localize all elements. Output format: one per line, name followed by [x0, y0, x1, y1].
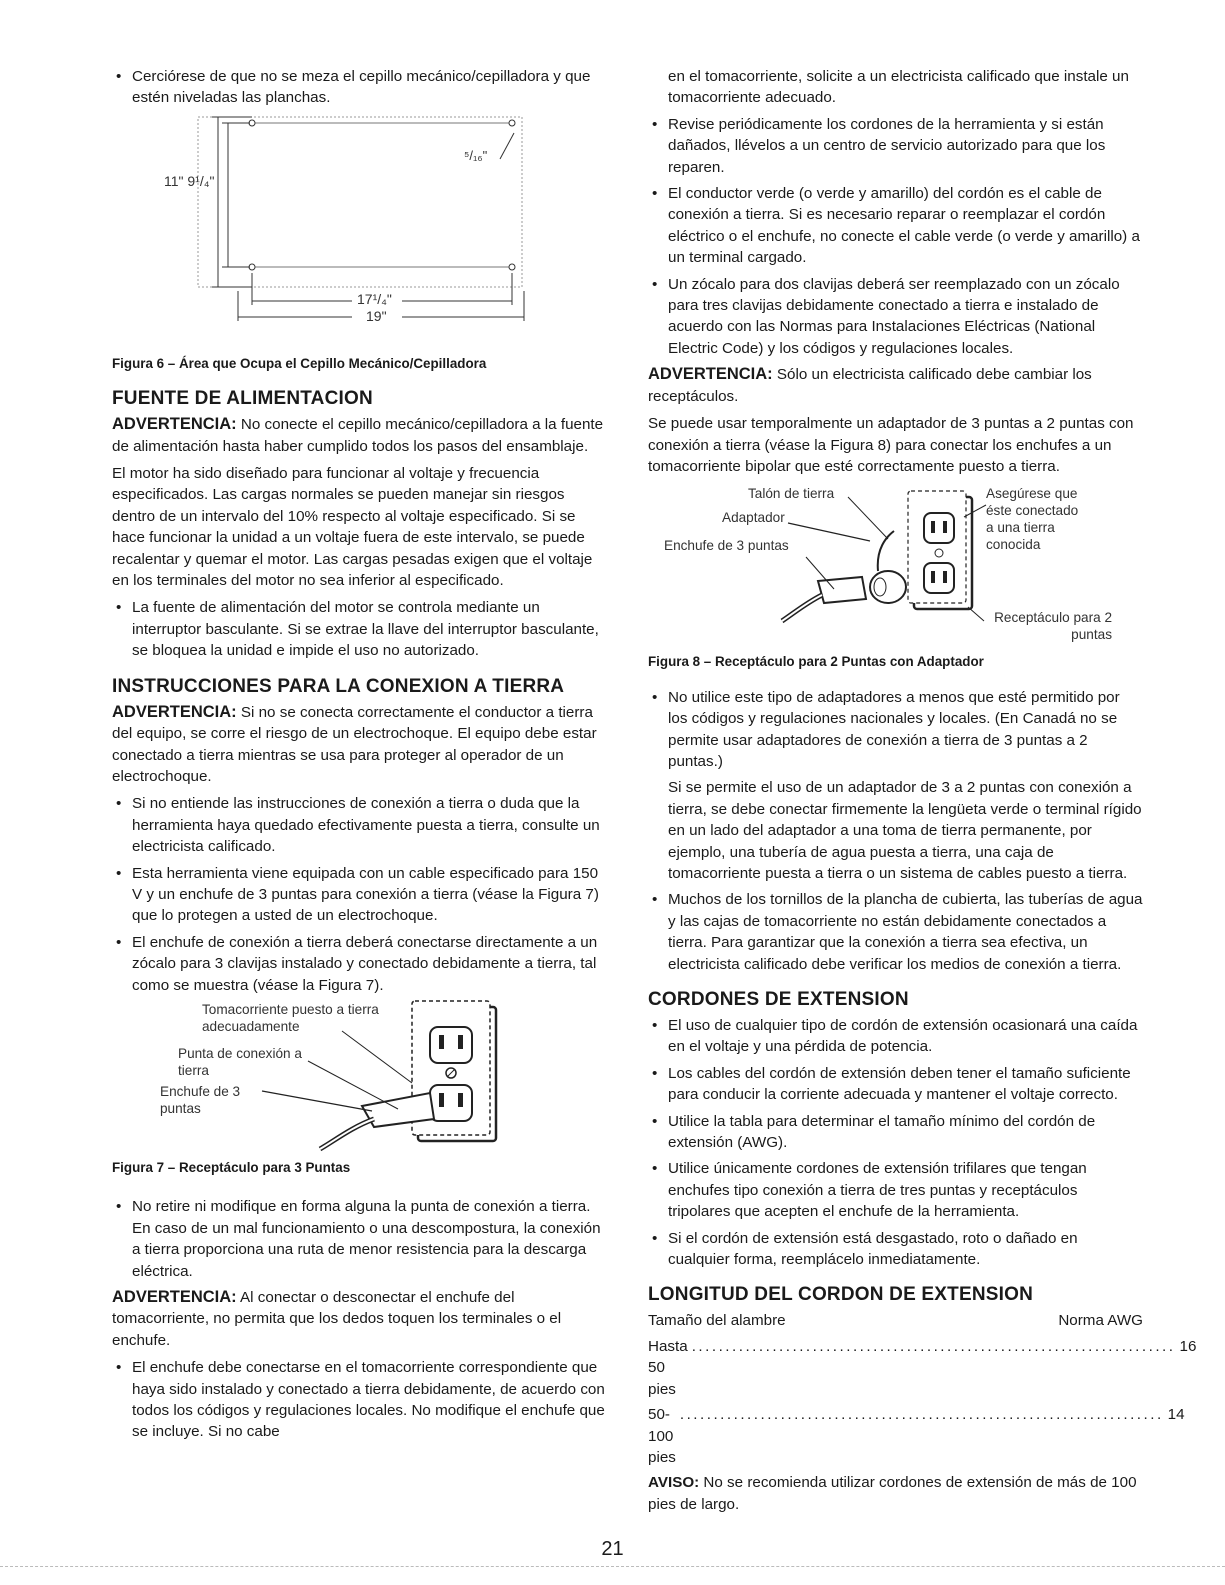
adapter-bullet: • No utilice este tipo de adaptadores a menos que esté permitido por los códigos y regulaciones nacionales y locales. (En Canadá no se permite usar adaptadores de conexión a tierra de 3 puntas a 2 puntas.) [648, 687, 1143, 773]
grounding-bullet: • El enchufe de conexión a tierra deberá conectarse directamente a un zócalo para 3 clavijas instalado y conectado debidamente a tierra, tal como se muestra (véase la Figura 7). [112, 932, 607, 996]
row-value: 16 [1179, 1337, 1197, 1355]
dim-small-label: ⁵/₁₆" [464, 147, 488, 163]
plug-bullet: • El enchufe debe conectarse en el tomacorriente correspondiente que haya sido instalado y conectado a tierra debidamente, de acuerdo con todos los códigos y regulaciones locales. No modifique el enchufe que se incluye. Si no cabe [112, 1357, 607, 1443]
warning-power [112, 414, 607, 457]
left-column [112, 66, 607, 1448]
warning-label: ADVERTENCIA: [112, 1288, 237, 1306]
notice-label: AVISO: [648, 1474, 700, 1492]
warning-label: ADVERTENCIA: [112, 415, 237, 434]
leader-dots: ........................................................................ [691, 1337, 1176, 1355]
notice-text: No se recomienda utilizar cordones de extensión de más de 100 pies de largo. [648, 1474, 1137, 1513]
dim-inner-width-label: 17¹/₄" [357, 290, 392, 307]
table-row [648, 1404, 1185, 1468]
extension-bullet: • Utilice únicamente cordones de extensión trifilares que tengan enchufes tipo conexión a tierra de tres puntas y receptáculos tripolares que acepten el enchufe de la herramienta. [648, 1158, 1143, 1222]
leader-dots: ........................................................................ [679, 1406, 1164, 1424]
extension-bullet: • Si el cordón de extensión está desgastado, roto o dañado en cualquier forma, reemplácelo inmediatamente. [648, 1228, 1143, 1271]
heading-power-source: FUENTE DE ALIMENTACION [112, 388, 373, 410]
col-wire-size: Tamaño del alambre [648, 1312, 786, 1330]
screws-bullet: • Muchos de los tornillos de la plancha de cubierta, las tuberías de agua y las cajas de tomacorriente no están debidamente conectados a tierra. Para garantizar que la conexión a tierra sea efectiva, un electricista calificado debe verificar los medios de conexión a tierra. [648, 889, 1143, 975]
heading-extension-cords: CORDONES DE EXTENSION [648, 989, 909, 1010]
warning-label: ADVERTENCIA: [112, 702, 237, 721]
ground-pin-bullet: • No retire ni modifique en forma alguna la punta de conexión a tierra. En caso de un mal funcionamiento o una descompostura, la conexión a tierra proporciona una ruta de menor resistencia para la descarga eléctrica. [112, 1196, 607, 1282]
figure-6-caption: Figura 6 – Área que Ocupa el Cepillo Mecánico/Cepilladora [112, 355, 487, 371]
dim-outer-width-label: 19" [366, 307, 387, 324]
row-label: Hasta 50 pies [648, 1337, 688, 1398]
switch-bullet: • La fuente de alimentación del motor se controla mediante un interruptor basculante. Si se extrae la llave del interruptor basculante, se bloquea la unidad e impide el uso no autorizado. [112, 597, 607, 661]
motor-paragraph: El motor ha sido diseñado para funcionar al voltaje y frecuencia especificados. Las cargas normales se pueden manejar sin riesgos dentro de un intervalo del 10% respecto al voltaje especificado. Si se hace funcionar la unidad a un voltaje fuera de este intervalo, se puede recalentar y quemar el motor. Las cargas pesadas exigen que el voltaje en los terminales del motor no sea inferior al especificado. [112, 465, 593, 590]
warning-touch [112, 1287, 607, 1351]
row-value: 14 [1167, 1406, 1185, 1424]
adapter-bullet-continued: Si se permite el uso de un adaptador de 3 a 2 puntas con conexión a tierra, se debe conectar firmemente la lengüeta verde o terminal rígido en un lado del adaptador a una toma de tierra permanente, por ejemplo, una tubería de agua puesta a tierra, una caja de tomacorriente puesta a tierra o un sistema de cables puesto a tierra. [668, 779, 1142, 882]
warning-text: Al conectar o desconectar el enchufe del tomacorriente, no permita que los dedos toquen los terminales o el enchufe. [112, 1289, 562, 1349]
fig7-outlet-label: Tomacorriente puesto a tierra adecuadamente [202, 1001, 379, 1034]
page-number: 21 [601, 1538, 624, 1560]
col-awg: Norma AWG [1058, 1312, 1143, 1330]
warning-text: No conecte el cepillo mecánico/cepilladora a la fuente de alimentación hasta haber cumplido todos los pasos del ensamblaje. [112, 416, 604, 455]
warning-receptacles [648, 364, 1143, 407]
cord-bullet: • Un zócalo para dos clavijas deberá ser reemplazado con un zócalo para tres clavijas debidamente conectado a tierra e instalado de acuerdo con las Normas para Instalaciones Eléctricas (National Electric Code) y los códigos y regulaciones locales. [648, 274, 1143, 360]
figure-8 [648, 483, 1143, 645]
table-header [648, 1310, 1143, 1331]
continued-text: en el tomacorriente, solicite a un electricista calificado que instale un tomacorriente adecuado. [668, 68, 1129, 107]
bottom-divider [0, 1566, 1225, 1567]
right-column [648, 66, 1197, 1521]
fig8-receptacle-label: Receptáculo para 2 puntas [994, 610, 1112, 643]
adapter-paragraph: Se puede usar temporalmente un adaptador de 3 puntas a 2 puntas con conexión a tierra (véase la Figura 8) para conectar los enchufes a un tomacorriente bipolar que esté correctamente puesto a tierra. [648, 415, 1134, 475]
fig8-adapter-label: Adaptador [722, 510, 785, 526]
fig8-plug-label: Enchufe de 3 puntas [664, 538, 789, 554]
figure-8-caption: Figura 8 – Receptáculo para 2 Puntas con Adaptador [648, 654, 984, 670]
warning-text: Si no se conecta correctamente el conductor a tierra del equipo, se corre el riesgo de un electrochoque. El equipo debe estar conectado a tierra mientras se usa para proteger al operador de un electrochoque. [112, 703, 597, 785]
fig8-ensure-label: Asegúrese que éste conectado a una tierra conocida [986, 486, 1079, 553]
warning-text: Sólo un electricista calificado debe cambiar los receptáculos. [648, 366, 1092, 405]
intro-bullet: • Cerciórese de que no se meza el cepillo mecánico/cepilladora y que estén niveladas las planchas. [112, 66, 607, 109]
extension-bullet: • Utilice la tabla para determinar el tamaño mínimo del cordón de extensión (AWG). [648, 1111, 1143, 1154]
fig7-pin-label: Punta de conexión a tierra [178, 1045, 302, 1078]
fig8-tab-label: Talón de tierra [748, 486, 835, 502]
fig7-plug-label: Enchufe de 3 puntas [160, 1083, 241, 1116]
table-row [648, 1336, 1197, 1400]
dim-height-label: 11" 9¹/₄" [164, 172, 215, 189]
grounding-bullet: • Esta herramienta viene equipada con un cable especificado para 150 V y un enchufe de 3 puntas para conexión a tierra (véase la Figura 7) que lo protegen a usted de un electrochoque. [112, 863, 607, 927]
notice [648, 1472, 1143, 1515]
heading-grounding: INSTRUCCIONES PARA LA CONEXION A TIERRA [112, 675, 565, 697]
cord-bullet: • Revise periódicamente los cordones de la herramienta y si están dañados, llévelos a un centro de servicio autorizado para que los reparen. [648, 114, 1143, 178]
row-label: 50-100 pies [648, 1406, 676, 1466]
figure-7 [112, 1001, 607, 1151]
planer-footprint-diagram [112, 115, 607, 347]
heading-cord-length: LONGITUD DEL CORDON DE EXTENSION [648, 1284, 1034, 1306]
extension-bullet: • El uso de cualquier tipo de cordón de extensión ocasionará una caída en el voltaje y una pérdida de potencia. [648, 1015, 1143, 1058]
extension-bullet: • Los cables del cordón de extensión deben tener el tamaño suficiente para conducir la corriente adecuada y mantener el voltaje correcto. [648, 1063, 1143, 1106]
warning-grounding [112, 702, 607, 788]
figure-6 [112, 115, 607, 347]
warning-label: ADVERTENCIA: [648, 365, 773, 384]
figure-7-caption: Figura 7 – Receptáculo para 3 Puntas [112, 1159, 351, 1175]
cord-bullet: • El conductor verde (o verde y amarillo) del cordón es el cable de conexión a tierra. Si es necesario reparar o reemplazar el cordón eléctrico o el enchufe, no conecte el cable verde (o verde y amarillo) a un terminal cargado. [648, 183, 1143, 269]
grounding-bullet: • Si no entiende las instrucciones de conexión a tierra o duda que la herramienta haya quedado efectivamente puesta a tierra, consulte un electricista calificado. [112, 793, 607, 857]
